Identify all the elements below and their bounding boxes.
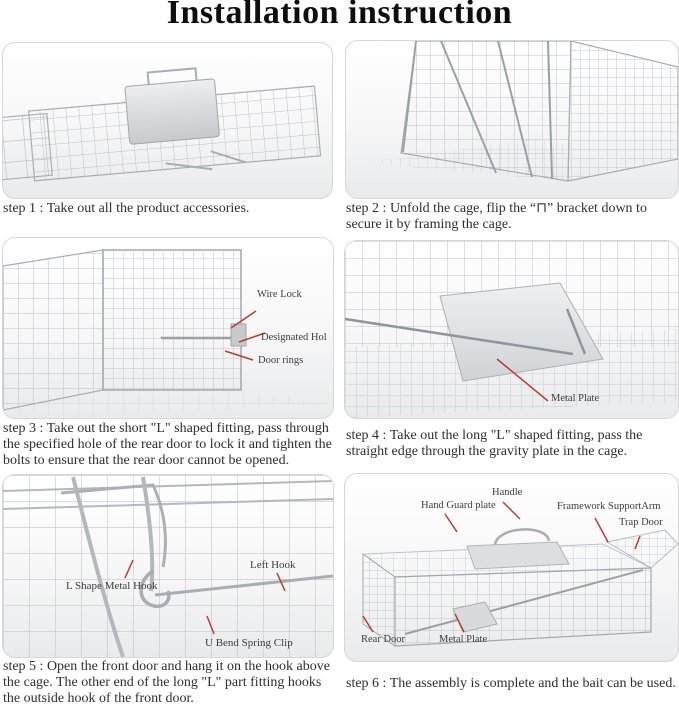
metal-plate-label: Metal Plate xyxy=(551,393,600,404)
step-6-caption: step 6 : The assembly is complete and the bait can be used. xyxy=(346,676,676,691)
step-1-caption: step 1 : Take out all the product accessories. xyxy=(3,201,250,216)
step-3-caption: step 3 : Take out the short "L" shaped fitting, pass through the specified hole of the rear door to lock it and tighten the bolts to ensure that the rear door cannot be opened. xyxy=(3,421,332,469)
l-shape-metal-hook-label: L Shape Metal Hook xyxy=(66,580,158,592)
handle-label: Handle xyxy=(492,487,523,498)
step-5-photo xyxy=(2,474,334,658)
framework-support-arm-label: Framework SupportArm xyxy=(557,501,661,512)
hand-guard-plate-label: Hand Guard plate xyxy=(421,500,496,511)
page-title: Installation instruction xyxy=(166,0,513,31)
step-2-caption: step 2 : Unfold the cage, flip the “⊓” bracket down to secure it by framing the cage. xyxy=(346,201,647,233)
step-1-photo xyxy=(2,42,333,199)
trap-door-label: Trap Door xyxy=(619,517,663,528)
rear-door-illustration xyxy=(3,238,333,418)
metal-plate-label-2: Metal Plate xyxy=(439,634,488,645)
step-4-photo xyxy=(344,240,679,419)
u-bend-spring-clip-label: U Bend Spring Clip xyxy=(205,637,293,649)
designated-hole-label: Designated Hol xyxy=(261,332,327,343)
step-3-photo xyxy=(2,237,334,419)
step-2-photo xyxy=(345,40,679,199)
door-rings-label: Door rings xyxy=(258,355,304,366)
step-5-caption: step 5 : Open the front door and hang it on the hook above the cage. The other end of the long "L" part fitting hooks the outside hook of the front door. xyxy=(3,659,330,707)
folded-cage-illustration xyxy=(3,43,332,198)
step-6-photo xyxy=(344,473,679,662)
gravity-plate-illustration xyxy=(345,241,678,418)
unfolded-cage-illustration xyxy=(346,41,678,198)
left-hook-label: Left Hook xyxy=(250,559,296,571)
step-4-caption: step 4 : Take out the long "L" shaped fitting, pass the straight edge through the gravity plate in the cage. xyxy=(346,428,643,460)
wire-lock-label: Wire Lock xyxy=(257,289,302,300)
rear-door-label: Rear Door xyxy=(361,634,406,645)
